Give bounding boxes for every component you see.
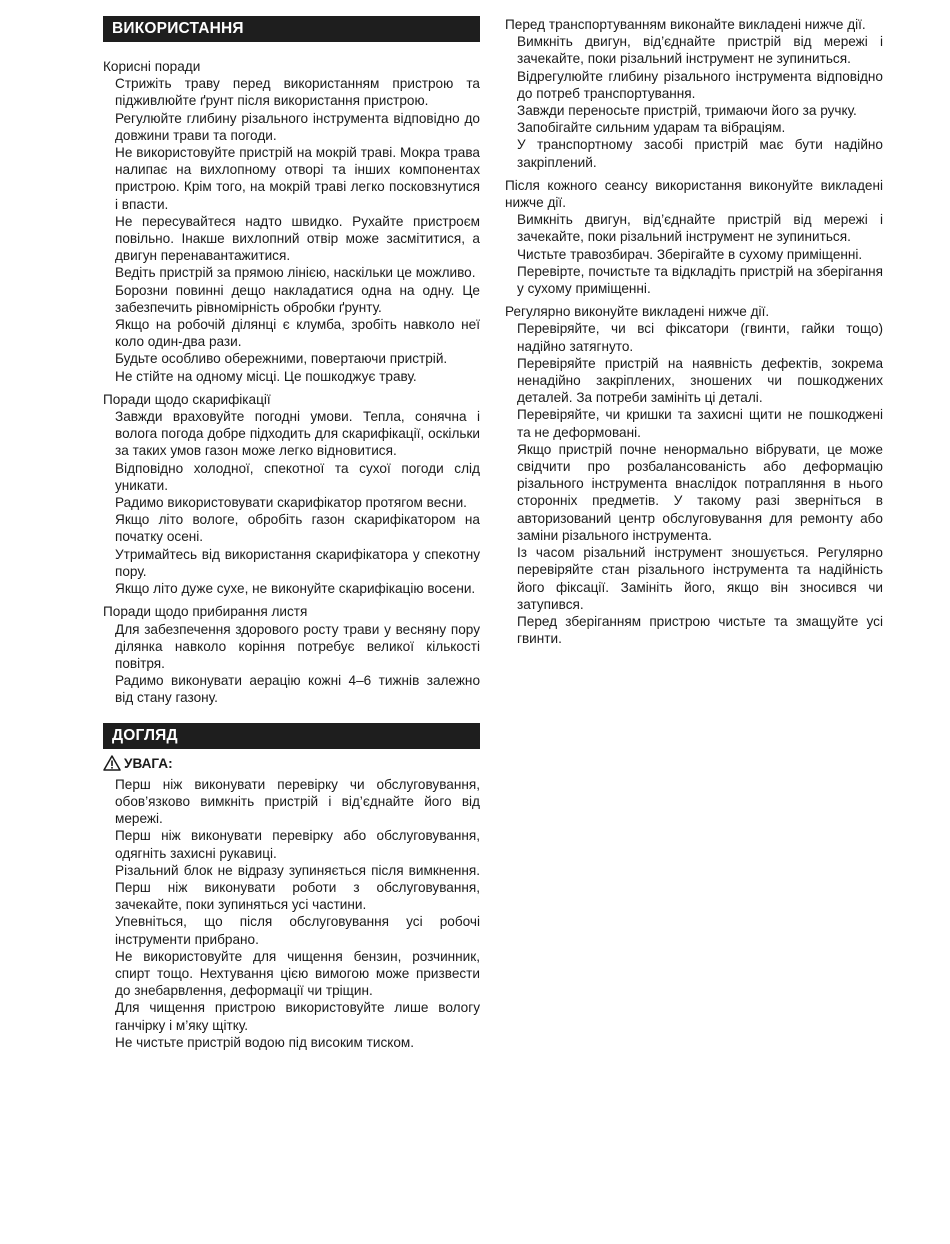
regular-intro: Регулярно виконуйте викладені нижче дії.	[505, 304, 770, 320]
list-item: Різальний блок не відразу зупиняється після вимкнення. Перш ніж виконувати роботи з обслуговування, зачекайте, поки зупиняться усі частини.	[115, 862, 480, 913]
list-item: У транспортному засобі пристрій має бути надійно закріплений.	[517, 137, 883, 170]
list-item: Відрегулюйте глибину різального інструмента відповідно до потреб транспортування.	[517, 68, 883, 101]
list-item: Не використовуйте пристрій на мокрій траві. Мокра трава налипає на вихлопному отворі та інших компонентах пристрою. Крім того, на мокрій траві легко посковзнутися і впасти.	[115, 145, 480, 212]
list-item: Запобігайте сильним ударам та вібраціям.	[517, 120, 786, 136]
list-item: Перевіряйте, чи всі фіксатори (гвинти, гайки тощо) надійно затягнуто.	[517, 321, 883, 354]
list-item: Борозни повинні дещо накладатися одна на одну. Це забезпечить рівномірність обробки ґрунту.	[115, 282, 480, 315]
list-item: Завжди переносьте пристрій, тримаючи його за ручку.	[517, 103, 857, 119]
maintenance-heading: ДОГЛЯД	[103, 723, 480, 749]
after-use-intro: Після кожного сеансу використання виконуйте викладені нижче дії.	[505, 177, 883, 211]
warning-header	[103, 755, 480, 772]
list-item: Перевіряйте пристрій на наявність дефектів, зокрема ненадійно закріплених, зношених чи пошкоджених деталей. За потреби замініть ці деталі.	[517, 355, 883, 406]
warnings-list	[103, 776, 480, 1051]
tips-title: Корисні поради	[103, 59, 201, 74]
list-item: Не використовуйте для чищення бензин, розчинник, спирт тощо. Нехтування цією вимогою може призвести до знебарвлення, деформації чи тріщин.	[115, 948, 480, 999]
tips-list	[103, 75, 480, 385]
list-item: Перевірте, почистьте та відкладіть пристрій на зберігання у сухому приміщенні.	[517, 263, 883, 297]
warning-triangle-icon	[103, 755, 121, 771]
list-item: Перш ніж виконувати перевірку або обслуговування, одягніть захисні рукавиці.	[115, 828, 480, 861]
list-item: Вимкніть двигун, від’єднайте пристрій від мережі і зачекайте, поки різальний інструмент не зупиниться.	[517, 212, 883, 245]
list-item: Перевіряйте, чи кришки та захисні щити не пошкоджені та не деформовані.	[517, 407, 883, 440]
list-item: Радимо виконувати аерацію кожні 4–6 тижнів залежно від стану газону.	[115, 673, 480, 706]
list-item: Якщо на робочій ділянці є клумба, зробіть навколо неї коло один-два рази.	[115, 317, 480, 350]
list-item: Утримайтесь від використання скарифікатора у спекотну пору.	[115, 546, 480, 579]
regular-list	[505, 320, 883, 647]
list-item: Перш ніж виконувати перевірку чи обслуговування, обов’язково вимкніть пристрій і від’єднайте його від мережі.	[115, 776, 480, 827]
list-item: Якщо літо вологе, обробіть газон скарифікатором на початку осені.	[115, 512, 480, 545]
list-item: Радимо використовувати скарифікатор протягом весни.	[115, 495, 467, 511]
right-column	[505, 16, 883, 647]
list-item: Регулюйте глибину різального інструмента відповідно до довжини трави та погоди.	[115, 110, 480, 143]
list-item: Стрижіть траву перед використанням пристрою та підживлюйте ґрунт після використання пристрою.	[115, 76, 480, 109]
leaves-list	[103, 621, 480, 707]
list-item: Вимкніть двигун, від’єднайте пристрій від мережі і зачекайте, поки різальний інструмент не зупиниться.	[517, 34, 883, 67]
transport-intro: Перед транспортуванням виконайте викладені нижче дії.	[505, 17, 866, 32]
list-item: Не чистьте пристрій водою під високим тиском.	[115, 1034, 415, 1050]
leaves-title: Поради щодо прибирання листя	[103, 604, 308, 620]
list-item: Із часом різальний інструмент зношується. Регулярно перевіряйте стан різального інструмента та надійність його фіксації. Замініть його, якщо він зносився чи затупився.	[517, 545, 883, 612]
warning-label: УВАГА:	[124, 755, 173, 771]
after-use-list	[505, 211, 883, 297]
list-item: Будьте особливо обережними, повертаючи пристрій.	[115, 351, 448, 367]
list-item: Якщо літо дуже сухе, не виконуйте скарифікацію восени.	[115, 581, 476, 597]
list-item: Відповідно холодної, спекотної та сухої погоди слід уникати.	[115, 460, 480, 493]
list-item: Упевніться, що після обслуговування усі робочі інструменти прибрано.	[115, 914, 480, 947]
list-item: Перед зберіганням пристрою чистьте та змащуйте усі гвинти.	[517, 613, 883, 647]
left-column	[103, 16, 480, 1051]
transport-list	[505, 33, 883, 171]
usage-heading: ВИКОРИСТАННЯ	[103, 16, 480, 42]
list-item: Не пересувайтеся надто швидко. Рухайте пристроєм повільно. Інакше вихлопний отвір може засмітитися, а двигун перенавантажитися.	[115, 213, 480, 264]
scarify-list	[103, 408, 480, 597]
scarify-title: Поради щодо скарифікації	[103, 391, 271, 407]
list-item: Завжди враховуйте погодні умови. Тепла, сонячна і волога погода добре підходить для скарифікації, оскільки за таких умов газон може легко відновитися.	[115, 409, 480, 459]
list-item: Ведіть пристрій за прямою лінією, наскільки це можливо.	[115, 265, 476, 281]
list-item: Якщо пристрій почне ненормально вібрувати, це може свідчити про розбалансованість або деформацію різального інструмента внаслідок потрапляння в нього сторонніх предметів. У такому разі зверніться в авторизований центр обслуговування для ремонту або заміни різального інструмента.	[517, 441, 883, 543]
list-item: Чистьте травозбирач. Зберігайте в сухому приміщенні.	[517, 246, 863, 262]
list-item: Не стійте на одному місці. Це пошкоджує траву.	[115, 368, 417, 384]
list-item: Для забезпечення здорового росту трави у весняну пору ділянка навколо коріння потребує великої кількості повітря.	[115, 621, 480, 671]
list-item: Для чищення пристрою використовуйте лише вологу ганчірку і м’яку щітку.	[115, 1000, 480, 1033]
